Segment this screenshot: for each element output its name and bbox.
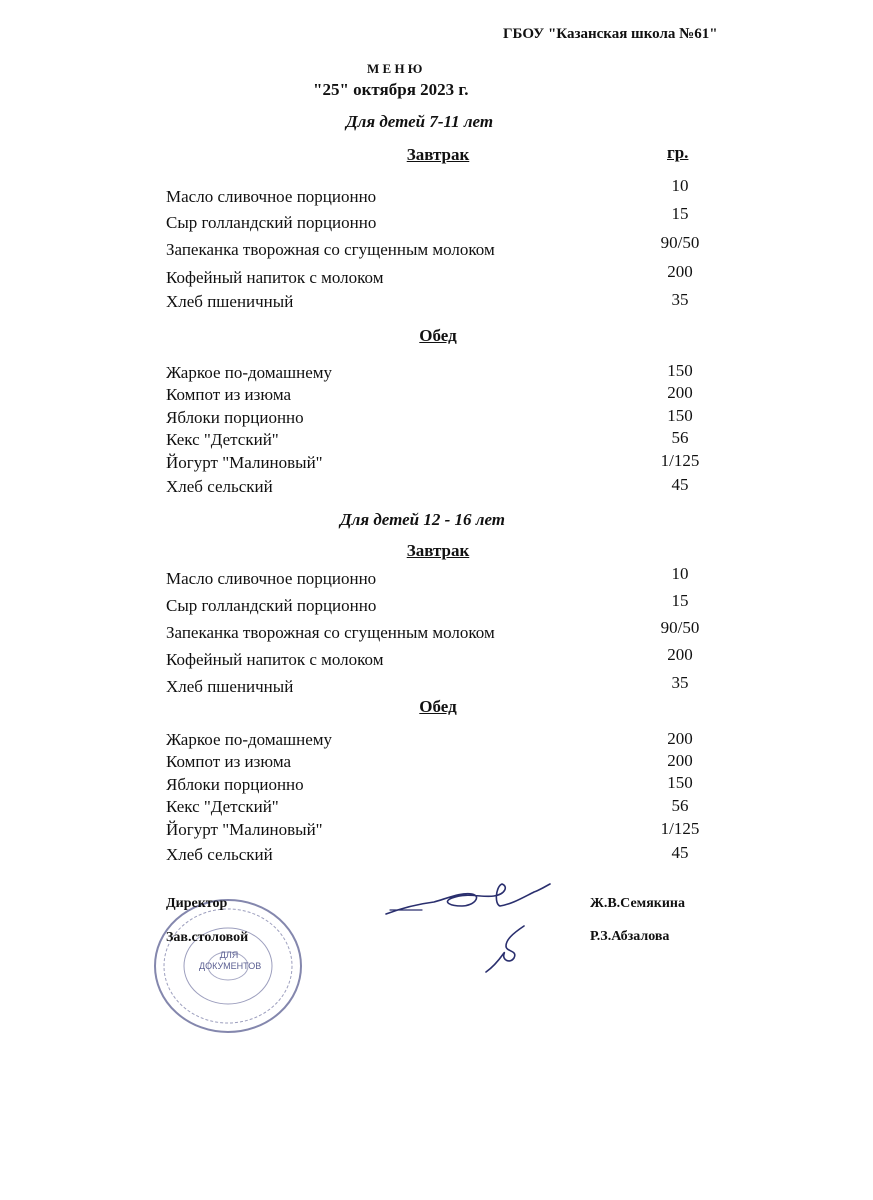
item-weight: 45	[671, 475, 689, 494]
list-item: Кекс "Детский"	[166, 797, 279, 816]
list-item: Йогурт "Малиновый"	[166, 820, 323, 839]
item-weight: 15	[671, 591, 689, 610]
group2-breakfast-heading: Завтрак	[406, 541, 470, 560]
list-item: Хлеб сельский	[166, 477, 273, 496]
list-item: Жаркое по-домашнему	[166, 363, 333, 382]
director-label: Директор	[166, 896, 228, 911]
item-weight: 200	[667, 729, 693, 748]
group1-breakfast-heading: Завтрак	[406, 145, 470, 164]
stamp-text: ДЛЯ	[219, 950, 239, 960]
group1-title: Для детей 7-11 лет	[346, 112, 494, 131]
item-weight: 56	[671, 796, 689, 815]
canteen-head-name: Р.З.Абзалова	[590, 929, 670, 944]
group2-title: Для детей 12 - 16 лет	[340, 510, 506, 529]
menu-date: "25" октября 2023 г.	[313, 80, 469, 99]
list-item: Яблоки порционно	[166, 408, 304, 427]
item-weight: 200	[667, 262, 693, 281]
item-weight: 15	[671, 204, 689, 223]
group2-lunch-heading: Обед	[419, 697, 457, 716]
director-signature-icon	[382, 880, 552, 920]
item-weight: 150	[667, 406, 693, 425]
canteen-signature-icon	[480, 922, 530, 976]
stamp-text: ДОКУМЕНТОВ	[199, 961, 262, 971]
item-weight: 35	[671, 673, 689, 692]
list-item: Сыр голландский порционно	[166, 213, 377, 232]
group1-lunch-heading: Обед	[419, 326, 457, 345]
list-item: Компот из изюма	[166, 385, 292, 404]
list-item: Компот из изюма	[166, 752, 292, 771]
item-weight: 45	[671, 843, 689, 862]
item-weight: 10	[671, 176, 689, 195]
list-item: Запеканка творожная со сгущенным молоком	[166, 623, 495, 642]
list-item: Кофейный напиток с молоком	[166, 650, 384, 669]
item-weight: 200	[667, 645, 693, 664]
list-item: Кофейный напиток с молоком	[166, 268, 384, 287]
item-weight: 56	[671, 428, 689, 447]
list-item: Кекс "Детский"	[166, 430, 279, 449]
canteen-head-label: Зав.столовой	[166, 930, 249, 945]
item-weight: 1/125	[660, 819, 700, 838]
item-weight: 150	[667, 773, 693, 792]
school-name: ГБОУ "Казанская школа №61"	[503, 26, 718, 42]
menu-title: М Е Н Ю	[367, 61, 423, 76]
list-item: Жаркое по-домашнему	[166, 730, 333, 749]
list-item: Яблоки порционно	[166, 775, 304, 794]
list-item: Хлеб пшеничный	[166, 677, 294, 696]
item-weight: 200	[667, 383, 693, 402]
list-item: Масло сливочное порционно	[166, 187, 377, 206]
item-weight: 90/50	[660, 233, 700, 252]
item-weight: 10	[671, 564, 689, 583]
item-weight: 90/50	[660, 618, 700, 637]
list-item: Запеканка творожная со сгущенным молоком	[166, 240, 495, 259]
unit-heading: гр.	[667, 143, 689, 162]
list-item: Йогурт "Малиновый"	[166, 453, 323, 472]
item-weight: 150	[667, 361, 693, 380]
list-item: Масло сливочное порционно	[166, 569, 377, 588]
item-weight: 1/125	[660, 451, 700, 470]
list-item: Хлеб пшеничный	[166, 292, 294, 311]
item-weight: 200	[667, 751, 693, 770]
list-item: Хлеб сельский	[166, 845, 273, 864]
item-weight: 35	[671, 290, 689, 309]
director-name: Ж.В.Семякина	[590, 896, 685, 911]
list-item: Сыр голландский порционно	[166, 596, 377, 615]
